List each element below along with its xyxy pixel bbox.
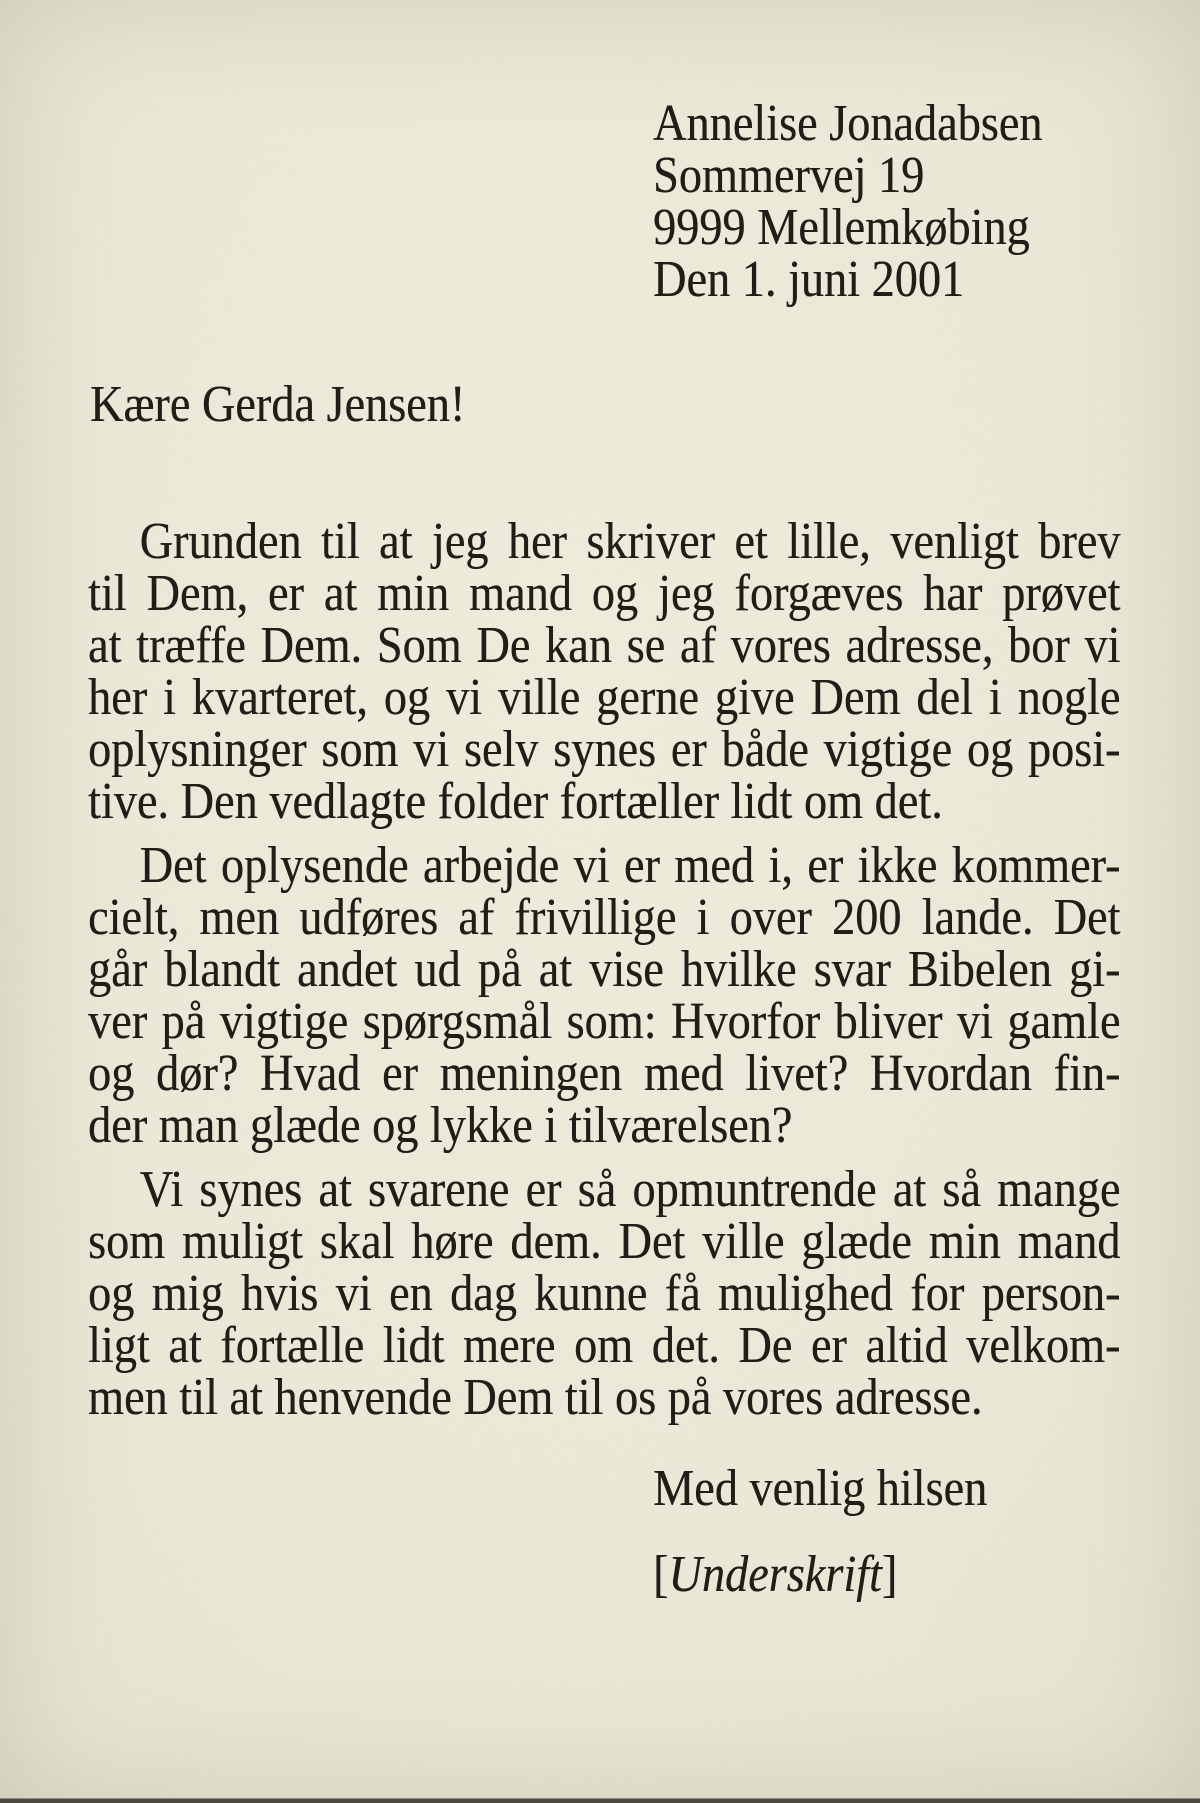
body-line: til Dem, er at min mand og jeg forgæves har prøvet (88, 565, 1121, 622)
body-line: der man glæde og lykke i tilværelsen? (88, 1097, 793, 1154)
body-line: men til at henvende Dem til os på vores adresse. (88, 1369, 983, 1426)
sender-address-line: Den 1. juni 2001 (653, 251, 965, 308)
signature-close-bracket: ] (881, 1546, 898, 1603)
body-line: Det oplysende arbejde vi er med i, er ikke kommer- (139, 837, 1121, 894)
letter-body (88, 513, 1121, 1426)
salutation: Kære Gerda Jensen! (90, 376, 466, 433)
body-line: går blandt andet ud på at vise hvilke svar Bibelen gi- (88, 941, 1121, 998)
body-line: ligt at fortælle lidt mere om det. De er altid velkom- (88, 1317, 1121, 1374)
signature-placeholder (653, 1546, 898, 1603)
body-line: ver på vigtige spørgsmål som: Hvorfor bliver vi gamle (88, 993, 1121, 1050)
body-line: og mig hvis vi en dag kunne få mulighed for person- (88, 1265, 1121, 1322)
scan-bottom-edge-line (0, 1798, 1200, 1803)
body-line: Grunden til at jeg her skriver et lille, venligt brev (139, 513, 1121, 570)
paragraph (88, 1161, 1121, 1426)
sender-address-line: 9999 Mellemkøbing (653, 199, 1030, 256)
body-line: cielt, men udføres af frivillige i over 200 lande. Det (88, 889, 1121, 946)
sender-address-line: Annelise Jonadabsen (653, 95, 1043, 152)
body-line: her i kvarteret, og vi ville gerne give Dem del i nogle (88, 669, 1121, 726)
signature-open-bracket: [ (653, 1546, 669, 1603)
body-line: og dør? Hvad er meningen med livet? Hvordan fin- (88, 1045, 1121, 1102)
sender-address-block (653, 95, 1043, 308)
body-line: som muligt skal høre dem. Det ville glæde min mand (88, 1213, 1121, 1270)
paragraph (88, 513, 1121, 830)
closing-salute: Med venlig hilsen (653, 1460, 988, 1517)
body-line: at træffe Dem. Som De kan se af vores adresse, bor vi (88, 617, 1121, 674)
signature-text: Underskrift (668, 1546, 882, 1603)
body-line: tive. Den vedlagte folder fortæller lidt om det. (88, 773, 943, 830)
sender-address-line: Sommervej 19 (653, 147, 925, 204)
body-line: Vi synes at svarene er så opmuntrende at så mange (139, 1161, 1121, 1218)
paragraph (88, 837, 1121, 1154)
body-line: oplysninger som vi selv synes er både vigtige og posi- (88, 721, 1121, 778)
